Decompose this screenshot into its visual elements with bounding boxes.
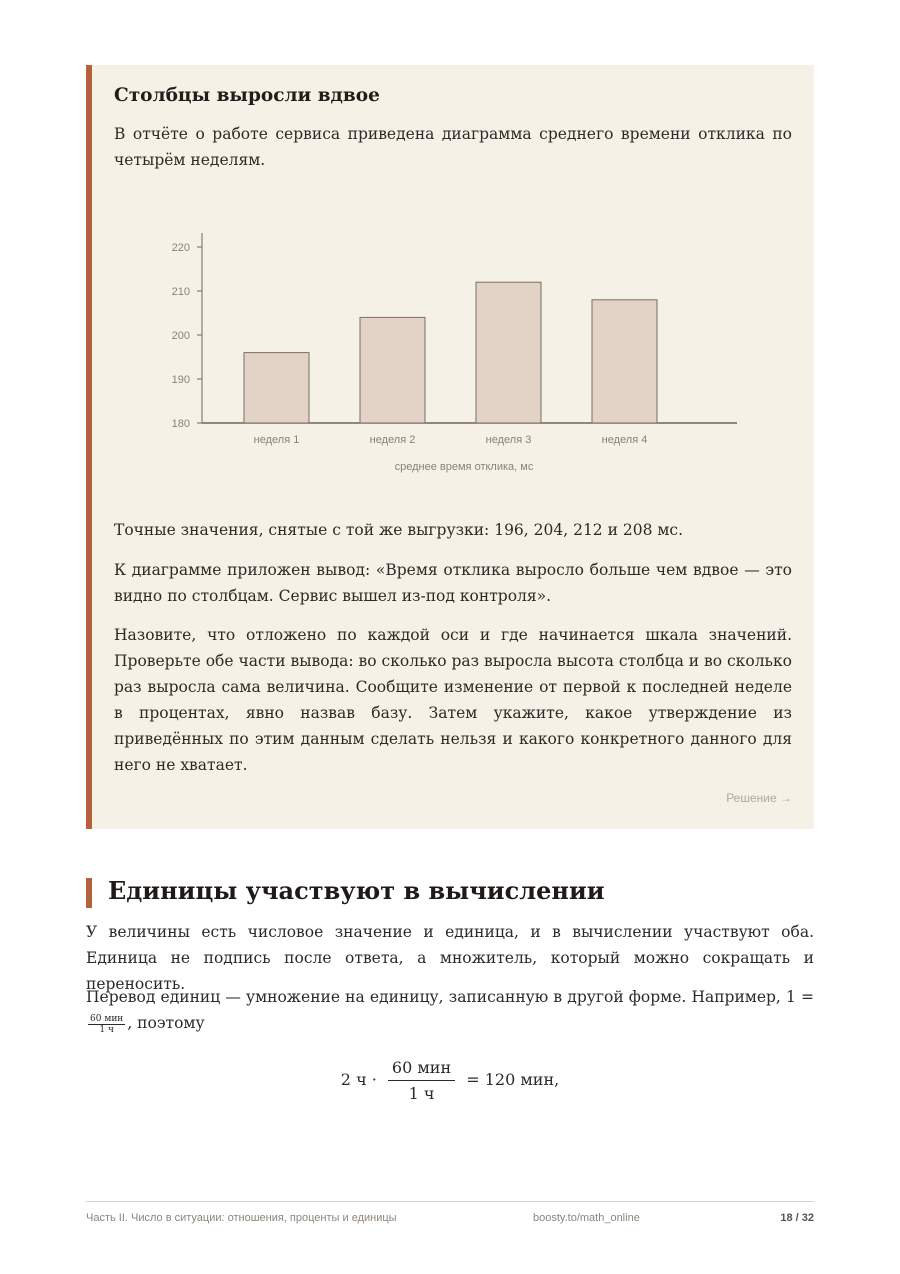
inline-fraction bbox=[88, 1014, 125, 1035]
equation-denominator: 1 ч bbox=[408, 1084, 435, 1103]
equation-fraction bbox=[388, 1058, 455, 1103]
x-axis-label: среднее время отклика, мс bbox=[394, 461, 534, 473]
footer-page-number: 18 / 32 bbox=[780, 1212, 814, 1224]
x-tick-label: неделя 4 bbox=[601, 434, 648, 446]
exact-values: Точные значения, снятые с той же выгрузки: 196, 204, 212 и 208 мс. bbox=[114, 521, 684, 539]
claim-text: К диаграмме приложен вывод: «Время отклика выросло больше чем вдвое — это видно по столбцам. Сервис вышел из-под контроля». bbox=[114, 561, 792, 605]
inline-fraction-denominator: 1 ч bbox=[99, 1024, 114, 1035]
footer-link[interactable]: boosty.to/math_online bbox=[533, 1212, 640, 1224]
paragraph-2-tail: , поэтому bbox=[127, 1014, 205, 1032]
equation-numerator: 60 мин bbox=[388, 1058, 455, 1081]
bar-3 bbox=[476, 282, 541, 423]
bar-2 bbox=[360, 317, 425, 423]
response-time-chart bbox=[92, 65, 814, 485]
y-tick-label: 220 bbox=[171, 242, 190, 254]
inline-fraction-numerator: 60 мин bbox=[90, 1013, 124, 1024]
bar-1 bbox=[244, 353, 309, 423]
problem-title: Столбцы выросли вдвое bbox=[114, 85, 380, 106]
x-tick-label: неделя 1 bbox=[253, 434, 300, 446]
x-tick-label: неделя 3 bbox=[485, 434, 532, 446]
paragraph-2-text: Перевод единиц — умножение на единицу, записанную в другой форме. Например, bbox=[86, 988, 781, 1006]
section-title: Единицы участвуют в вычислении bbox=[108, 876, 605, 905]
problem-intro: В отчёте о работе сервиса приведена диаграмма среднего времени отклика по четырём неделям. bbox=[114, 125, 792, 169]
y-tick-label: 210 bbox=[171, 286, 190, 298]
y-tick-label: 190 bbox=[171, 374, 190, 386]
section-paragraph-2 bbox=[86, 984, 814, 1036]
inline-formula-lead: 1 = bbox=[786, 988, 814, 1006]
task-text: Назовите, что отложено по каждой оси и где начинается шкала значений. Проверьте обе части вывода: во сколько раз выросла высота столбца и во сколько раз выросла сама величина. Сообщите изменение от первой к последней неделе в процентах, явно назвав базу. Затем укажите, какое утверждение из приведённых по этим данным сделать нельзя и какого конкретного данного для него не хватает. bbox=[114, 626, 792, 774]
section-paragraph-1: У величины есть числовое значение и единица, и в вычислении участвуют оба. Единица не подпись после ответа, а множитель, который можно сокращать и переносить. bbox=[86, 923, 814, 993]
footer-part-title: Часть II. Число в ситуации: отношения, проценты и единицы bbox=[86, 1212, 397, 1224]
x-tick-label: неделя 2 bbox=[369, 434, 416, 446]
display-equation bbox=[0, 1058, 900, 1103]
y-tick-label: 180 bbox=[171, 418, 190, 430]
bar-4 bbox=[592, 300, 657, 423]
solution-link[interactable]: Решение → bbox=[726, 791, 792, 805]
footer-divider bbox=[86, 1201, 814, 1202]
equation-left: 2 ч · bbox=[340, 1070, 377, 1089]
y-tick-label: 200 bbox=[171, 330, 190, 342]
section-accent-bar bbox=[86, 878, 92, 908]
problem-box bbox=[86, 65, 814, 829]
equation-right: = 120 мин, bbox=[466, 1070, 560, 1089]
